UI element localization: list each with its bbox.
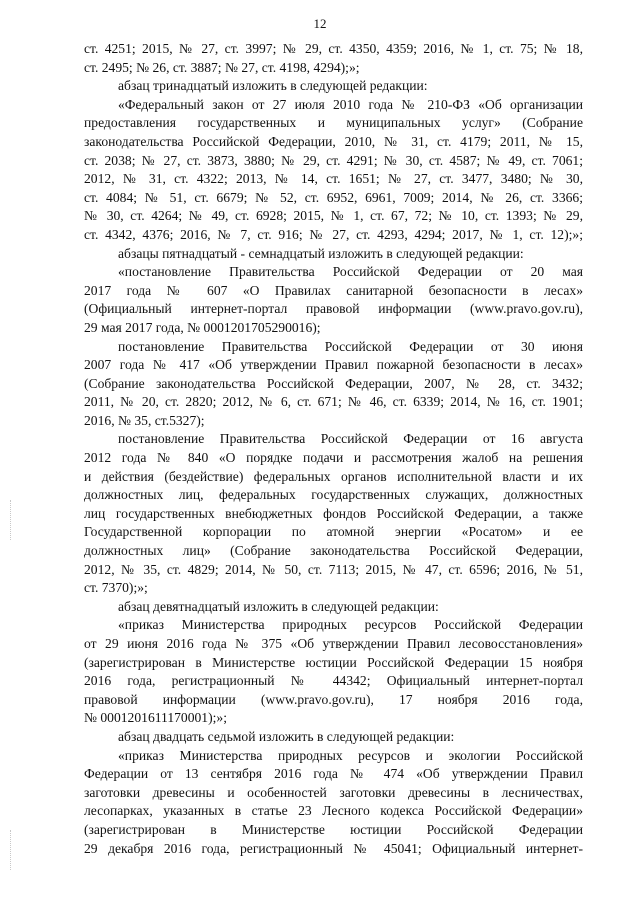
text-line: ст. 4084; № 51, ст. 6679; № 52, ст. 6952, 6961, 7009; 2014, № 26, ст. 3366; (84, 189, 583, 205)
scan-margin-artifact (10, 500, 12, 540)
text-line: законодательства Российской Федерации, 2010, № 31, ст. 4179; 2011, № 15, (84, 133, 583, 149)
text-line: абзацы пятнадцатый - семнадцатый изложить в следующей редакции: (118, 245, 524, 261)
text-line: постановление Правительства Российской Федерации от 16 августа (118, 431, 583, 447)
text-line: и действия (бездействие) федеральных органов исполнительной власти и их (84, 468, 583, 484)
text-line: 29 мая 2017 года, № 0001201705290016); (84, 319, 321, 335)
text-line: 2016, № 35, ст.5327); (84, 412, 205, 428)
text-line: лиц государственных внебюджетных фондов Российской Федерации, а также (84, 505, 583, 521)
text-line: 29 декабря 2016 года, регистрационный № 45041; Официальный интернет- (84, 840, 583, 856)
text-line: ст. 7370);»; (84, 580, 148, 596)
text-line: абзац тринадцатый изложить в следующей редакции: (118, 78, 428, 94)
text-line: «приказ Министерства природных ресурсов и экологии Российской (118, 747, 583, 763)
text-line: «приказ Министерства природных ресурсов Российской Федерации (118, 617, 583, 633)
text-line: 2007 года № 417 «Об утверждении Правил пожарной безопасности в лесах» (84, 357, 583, 373)
scan-margin-artifact (10, 830, 12, 870)
text-line: предоставления государственных и муниципальных услуг» (Собрание (84, 115, 583, 131)
text-line: абзац двадцать седьмой изложить в следующей редакции: (118, 728, 455, 744)
text-line: ст. 2038; № 27, ст. 3873, 3880; № 29, ст. 4291; № 30, ст. 4587; № 49, ст. 7061; (84, 152, 583, 168)
text-line: № 30, ст. 4264; № 49, ст. 6928; 2015, № 1, ст. 67, 72; № 10, ст. 1393; № 29, (84, 208, 583, 224)
text-line: заготовки древесины и особенностей заготовки древесины в лесничествах, (84, 784, 583, 800)
text-line: (Официальный интернет-портал правовой информации (www.pravo.gov.ru), (84, 301, 583, 317)
text-line: от 29 июня 2016 года № 375 «Об утверждении Правил лесовосстановления» (84, 636, 583, 651)
text-line: постановление Правительства Российской Федерации от 30 июня (118, 338, 583, 354)
text-line: 2012, № 31, ст. 4322; 2013, № 14, ст. 1651; № 27, ст. 3477, 3480; № 30, (84, 171, 583, 187)
document-body (84, 40, 583, 858)
page-number: 12 (313, 16, 327, 31)
text-line: должностных лиц, федеральных государственных служащих, должностных (84, 487, 583, 503)
text-line: (Собрание законодательства Российской Федерации, 2007, № 28, ст. 3432; (84, 375, 583, 391)
text-line: ст. 4342, 4376; 2016, № 7, ст. 916; № 27, ст. 4293, 4294; 2017, № 1, ст. 12);»; (84, 226, 583, 242)
text-line: ст. 4251; 2015, № 27, ст. 3997; № 29, ст. 4350, 4359; 2016, № 1, ст. 75; № 18, (84, 41, 583, 56)
text-line: 2017 года № 607 «О Правилах санитарной безопасности в лесах» (84, 282, 583, 298)
text-line: должностных лиц» (Собрание законодательства Российской Федерации, (84, 543, 583, 559)
text-line: (зарегистрирован в Министерстве юстиции Российской Федерации (84, 821, 583, 837)
text-line: абзац девятнадцатый изложить в следующей редакции: (118, 598, 439, 614)
text-line: 2012, № 35, ст. 4829; 2014, № 50, ст. 7113; 2015, № 47, ст. 6596; 2016, № 51, (84, 561, 583, 577)
text-line: 2012 года № 840 «О порядке подачи и рассмотрения жалоб на решения (84, 450, 583, 466)
text-line: Государственной корпорации по атомной энергии «Росатом» и ее (84, 524, 583, 540)
text-line: 2011, № 20, ст. 2820; 2012, № 6, ст. 671; № 46, ст. 6339; 2014, № 16, ст. 1901; (84, 394, 583, 410)
text-line: «Федеральный закон от 27 июля 2010 года № 210-ФЗ «Об организации (118, 96, 583, 112)
text-line: 2016 года, регистрационный № 44342; Официальный интернет-портал (84, 673, 583, 689)
text-line: правовой информации (www.pravo.gov.ru), 17 ноября 2016 года, (84, 691, 583, 707)
text-line: «постановление Правительства Российской Федерации от 20 мая (118, 264, 583, 280)
text-line: (зарегистрирован в Министерстве юстиции Российской Федерации 15 ноября (84, 654, 583, 670)
text-line: № 0001201611170001);»; (84, 710, 227, 726)
text-line: ст. 2495; № 26, ст. 3887; № 27, ст. 4198, 4294);»; (84, 59, 360, 75)
text-line: лесопарках, указанных в статье 23 Лесного кодекса Российской Федерации» (84, 803, 583, 819)
text-line: Федерации от 13 сентября 2016 года № 474 «Об утверждении Правил (84, 766, 583, 782)
